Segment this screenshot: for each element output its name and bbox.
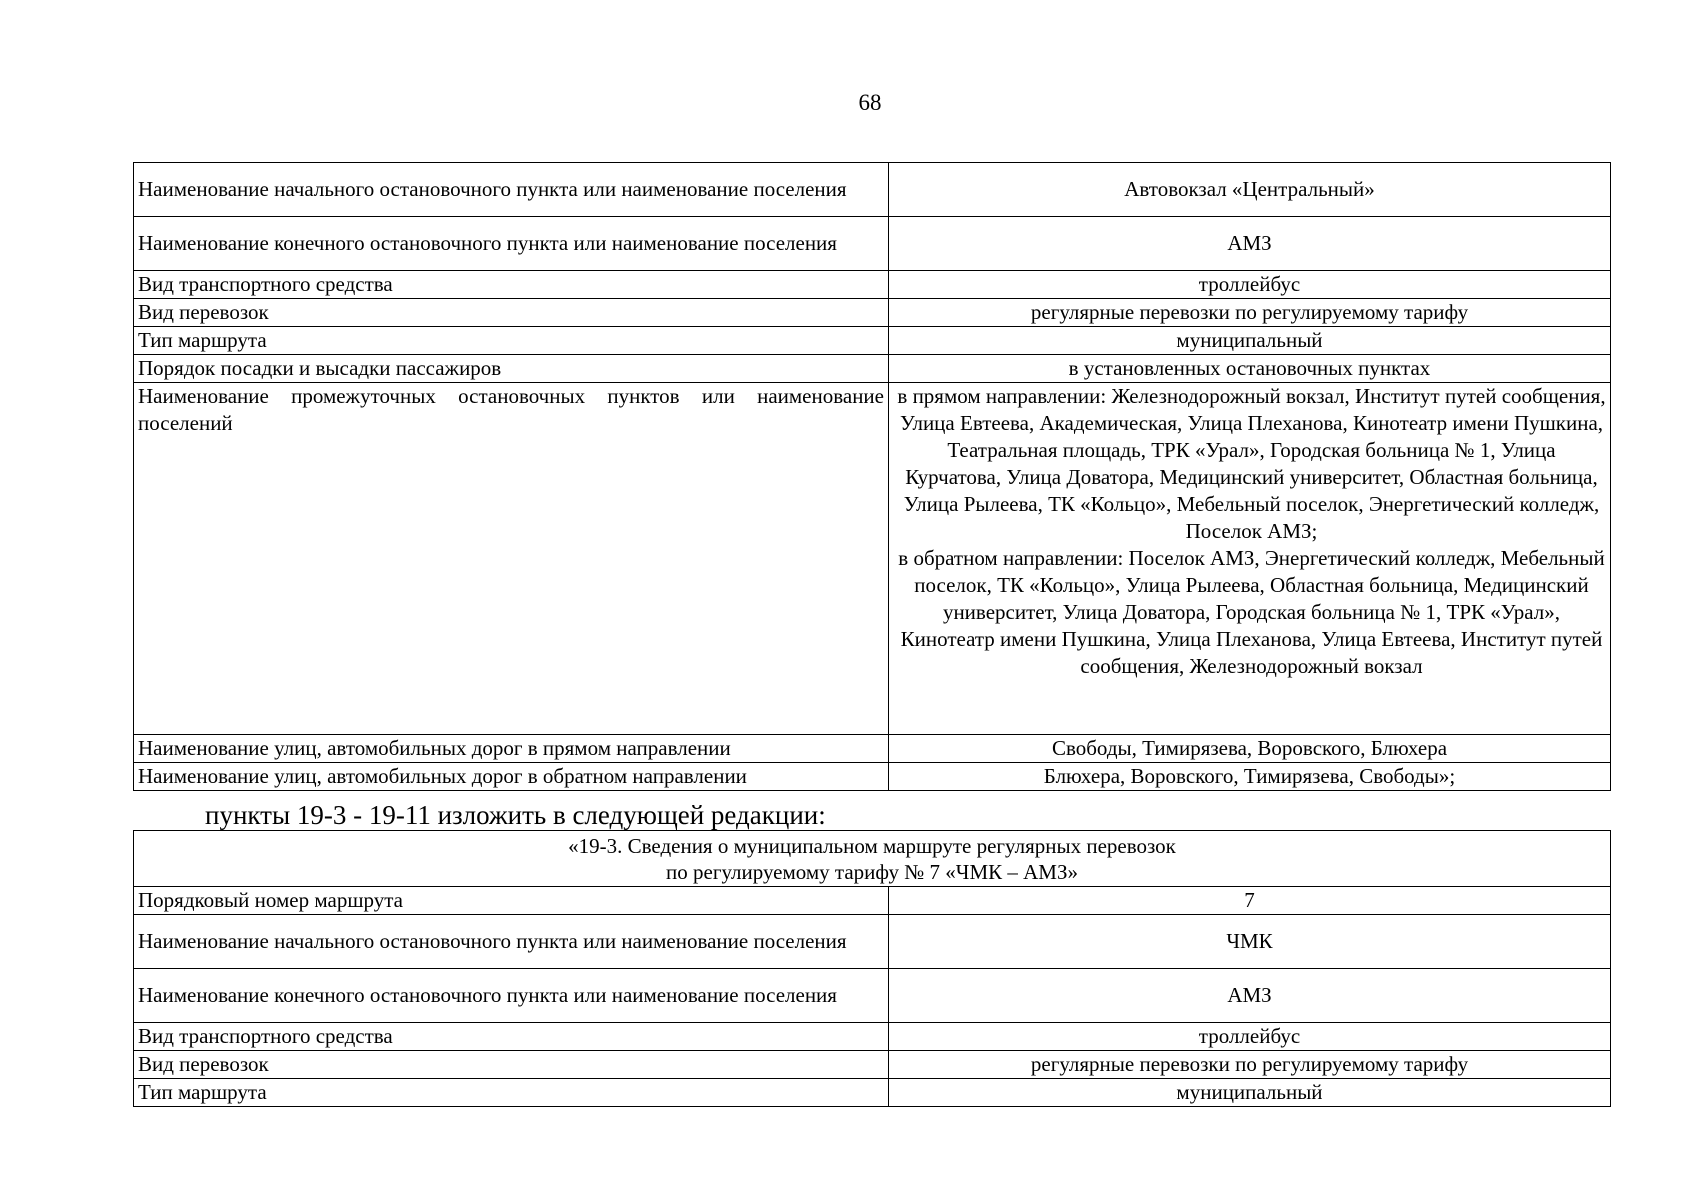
row-label: Порядковый номер маршрута	[134, 887, 889, 915]
table-row	[134, 299, 1611, 327]
section-title	[134, 831, 1611, 887]
row-label: Вид перевозок	[134, 299, 889, 327]
page-number: 68	[858, 90, 882, 115]
row-value: АМЗ	[889, 217, 1611, 271]
route-table-2	[133, 830, 1611, 1107]
table-row	[134, 1051, 1611, 1079]
table-row	[134, 327, 1611, 355]
route-table-1	[133, 162, 1611, 791]
table-row	[134, 355, 1611, 383]
table-row	[134, 217, 1611, 271]
row-label: Наименование начального остановочного пункта или наименование поселения	[134, 915, 889, 969]
row-value: 7	[889, 887, 1611, 915]
instruction-text: пункты 19-3 - 19-11 изложить в следующей редакции:	[205, 800, 826, 830]
row-value: регулярные перевозки по регулируемому тарифу	[889, 299, 1611, 327]
row-label: Наименование улиц, автомобильных дорог в обратном направлении	[134, 763, 889, 791]
row-label: Тип маршрута	[134, 1079, 889, 1107]
row-label: Вид транспортного средства	[134, 271, 889, 299]
table-row	[134, 1023, 1611, 1051]
table-row	[134, 271, 1611, 299]
row-value: ЧМК	[889, 915, 1611, 969]
row-value: Блюхера, Воровского, Тимирязева, Свободы»;	[889, 763, 1611, 791]
intermediate-backward: в обратном направлении: Поселок АМЗ, Энергетический колледж, Мебельный поселок, ТК «Кольцо», Улица Рылеева, Областная больница, Медицинский университет, Улица Доватора, Городская больница № 1, ТРК «Урал», Кинотеатр имени Пушкина, Улица Плеханова, Улица Евтеева, Институт путей сообщения, Железнодорожный вокзал	[898, 546, 1605, 678]
table-row	[134, 915, 1611, 969]
table-title-row	[134, 831, 1611, 887]
table-row	[134, 735, 1611, 763]
intermediate-stops-label: Наименование промежуточных остановочных пунктов или наименование поселений	[134, 383, 889, 735]
row-value: в установленных остановочных пунктах	[889, 355, 1611, 383]
table-row	[134, 383, 1611, 735]
intermediate-stops-value	[889, 383, 1611, 735]
section-title-line-2: по регулируемому тарифу № 7 «ЧМК – АМЗ»	[666, 859, 1078, 884]
row-value: Автовокзал «Центральный»	[889, 163, 1611, 217]
intermediate-forward: в прямом направлении: Железнодорожный вокзал, Институт путей сообщения, Улица Евтеева, Академическая, Улица Плеханова, Кинотеатр имени Пушкина, Театральная площадь, ТРК «Урал», Городская больница № 1, Улица Курчатова, Улица Доватора, Медицинский университет, Областная больница, Улица Рылеева, ТК «Кольцо», Мебельный поселок, Энергетический колледж, Поселок АМЗ;	[897, 384, 1606, 543]
row-value: троллейбус	[889, 271, 1611, 299]
row-label: Тип маршрута	[134, 327, 889, 355]
row-value: муниципальный	[889, 327, 1611, 355]
row-label: Вид перевозок	[134, 1051, 889, 1079]
row-label: Наименование конечного остановочного пункта или наименование поселения	[134, 969, 889, 1023]
row-label: Наименование улиц, автомобильных дорог в прямом направлении	[134, 735, 889, 763]
table-row	[134, 763, 1611, 791]
row-value: Свободы, Тимирязева, Воровского, Блюхера	[889, 735, 1611, 763]
table-row	[134, 1079, 1611, 1107]
row-value: троллейбус	[889, 1023, 1611, 1051]
row-label: Порядок посадки и высадки пассажиров	[134, 355, 889, 383]
table-row	[134, 887, 1611, 915]
row-label: Вид транспортного средства	[134, 1023, 889, 1051]
row-label: Наименование конечного остановочного пункта или наименование поселения	[134, 217, 889, 271]
table-row	[134, 163, 1611, 217]
row-label: Наименование начального остановочного пункта или наименование поселения	[134, 163, 889, 217]
table-row	[134, 969, 1611, 1023]
row-value: муниципальный	[889, 1079, 1611, 1107]
row-value: АМЗ	[889, 969, 1611, 1023]
row-value: регулярные перевозки по регулируемому тарифу	[889, 1051, 1611, 1079]
section-title-line-1: «19-3. Сведения о муниципальном маршруте регулярных перевозок	[568, 833, 1176, 858]
